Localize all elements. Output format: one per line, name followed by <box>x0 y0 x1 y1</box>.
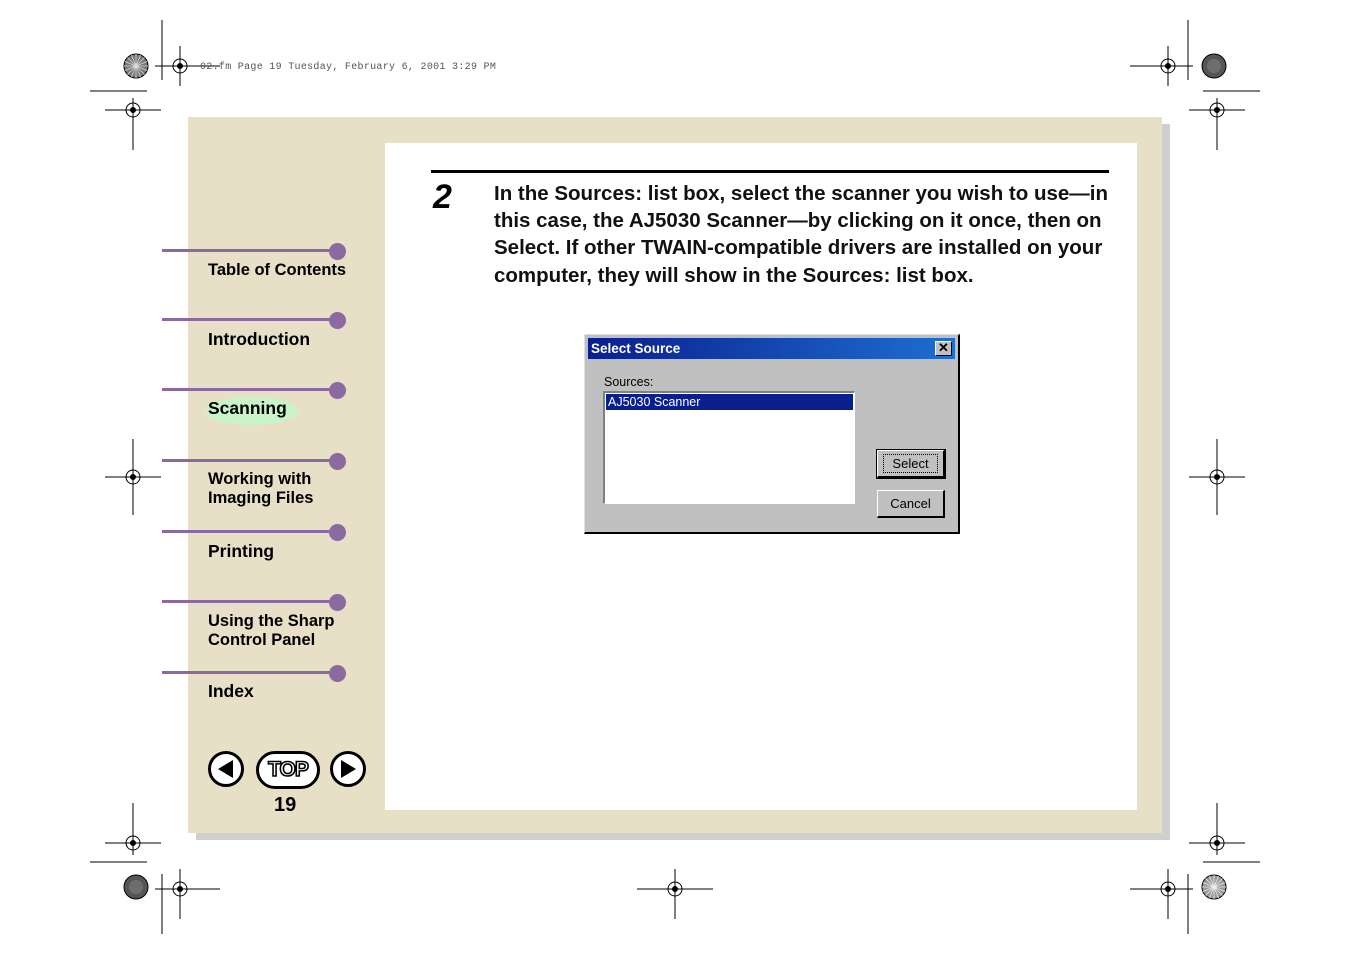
nav-dot <box>329 243 346 260</box>
nav-item-table-of-contents[interactable]: Table of Contents <box>208 261 347 279</box>
nav-line <box>162 530 338 533</box>
arrow-right-icon <box>333 754 363 784</box>
nav-line <box>162 249 338 252</box>
page-number: 19 <box>274 794 297 816</box>
dialog-title: Select Source <box>591 341 681 356</box>
step-instruction: In the Sources: list box, select the scanner you wish to use—in this case, the AJ5030 Scanner—by clicking on it once, then on Select. If other TWAIN-compatible drivers are installed on your computer, they will show in the Sources: list box. <box>494 182 1109 287</box>
step-number: 2 <box>433 178 452 216</box>
nav-line <box>162 318 338 321</box>
cancel-button[interactable] <box>877 490 945 518</box>
select-source-dialog <box>584 334 960 534</box>
sources-label: Sources: <box>604 375 654 389</box>
nav-line <box>162 600 338 603</box>
nav-dot <box>329 594 346 611</box>
select-label: Select <box>883 454 937 473</box>
nav-dot <box>329 453 346 470</box>
nav-item-index[interactable]: Index <box>208 681 254 701</box>
nav-dot <box>329 665 346 682</box>
nav-dot <box>329 312 346 329</box>
nav-item-working-with-imaging-files[interactable]: Working with Imaging Files <box>208 470 314 507</box>
dialog-titlebar[interactable] <box>588 338 955 359</box>
nav-line <box>162 388 338 391</box>
nav-line <box>162 671 338 674</box>
nav-line <box>162 459 338 462</box>
nav-item-scanning[interactable]: Scanning <box>208 398 287 418</box>
arrow-left-icon <box>211 754 241 784</box>
select-button[interactable] <box>877 450 945 478</box>
step-rule <box>431 170 1109 173</box>
print-slug: 02.fm Page 19 Tuesday, February 6, 2001 3:29 PM <box>200 62 497 73</box>
sources-listbox[interactable] <box>603 391 855 504</box>
nav-item-introduction[interactable]: Introduction <box>208 329 311 349</box>
top-label: TOP <box>268 758 308 781</box>
top-button[interactable] <box>256 751 320 789</box>
source-item-aj5030[interactable]: AJ5030 Scanner <box>606 394 853 410</box>
nav-item-sharp-control-panel[interactable]: Using the Sharp Control Panel <box>208 612 335 649</box>
nav-dot <box>329 382 346 399</box>
nav-dot <box>329 524 346 541</box>
previous-page-button[interactable] <box>208 751 244 787</box>
nav-item-printing[interactable]: Printing <box>208 541 275 561</box>
close-icon: ✕ <box>938 340 949 355</box>
next-page-button[interactable] <box>330 751 366 787</box>
close-button[interactable] <box>935 341 952 356</box>
cancel-label: Cancel <box>890 496 931 511</box>
